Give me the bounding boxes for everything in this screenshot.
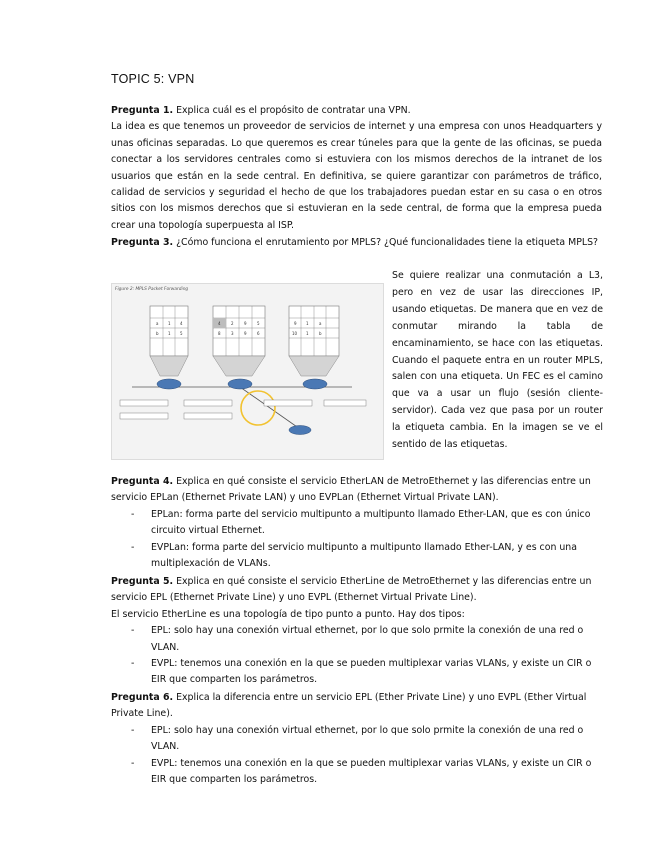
figure-caption: Figure 2: MPLS Packet Forwarding — [115, 287, 189, 292]
question-1-block — [111, 103, 602, 234]
svg-text:1: 1 — [306, 331, 309, 336]
list-item-text: EPL: solo hay una conexión virtual ethernet, por lo que solo prmite la conexión de una red o VLAN. — [151, 625, 584, 653]
svg-text:a: a — [319, 321, 322, 326]
question-6-block — [111, 690, 602, 788]
question-1 — [111, 103, 602, 119]
svg-text:1: 1 — [168, 331, 171, 336]
question-3-label: Pregunta 3. — [111, 237, 174, 248]
svg-text:1: 1 — [306, 321, 309, 326]
answer-3: Se quiere realizar una conmutación a L3, pero en vez de usar las direcciones IP, usando etiquetas. De manera que en vez de conmutar mirando la tabla de encaminamiento, se hace con las etiquetas. Cuando el paquete entra en un router MPLS, salen con una etiqueta. Un FEC es el camino que va a usar un flujo (sesión cliente-servidor). Cada vez que pasa por un router la etiqueta cambia. En la imagen se ve el sentido de las etiquetas. — [392, 270, 603, 451]
svg-text:9: 9 — [244, 331, 247, 336]
label-table-ingress — [150, 306, 188, 376]
answer-5-intro: El servicio EtherLine es una topología de tipo punto a punto. Hay dos tipos: — [111, 608, 465, 620]
question-4-list — [111, 507, 602, 573]
svg-text:3: 3 — [231, 331, 234, 336]
svg-text:9: 9 — [244, 321, 247, 326]
svg-text:4: 4 — [180, 321, 183, 326]
question-1-label: Pregunta 1. — [111, 105, 174, 116]
svg-text:5: 5 — [257, 321, 260, 326]
svg-text:10: 10 — [292, 331, 298, 336]
list-item-text: EVPL: tenemos una conexión en la que se pueden multiplexar varias VLANs, y existe un CIR o EIR que comparten los parámetros. — [151, 757, 592, 786]
label-table-core — [213, 306, 265, 376]
answer-1: La idea es que tenemos un proveedor de servicios de internet y una empresa con unos Headquarters y unas oficinas separadas. Lo que queremos es crear túneles para que la gente de las oficinas, se pueda conectar a los servidores centrales como si estuviera con los mismos derechos de la intranet de los usuarios que están en la sede central. En definitiva, se quiere garantizar con parámetros de tráfico, calidad de servicios y seguridad el hecho de que los trabajadores puedan estar en su casa o en otros sitios con los mismos derechos que si estuvieran en la sede central, de forma que la empresa pueda crear una topología superpuesta al ISP. — [111, 121, 602, 231]
question-4-label: Pregunta 4. — [111, 476, 174, 487]
question-6-text: Explica la diferencia entre un servicio EPL (Ether Private Line) y uno EVPL (Ether Virtual Private Line). — [111, 692, 587, 720]
mpls-diagram — [112, 284, 383, 459]
svg-text:b: b — [319, 331, 322, 336]
svg-text:a: a — [156, 321, 159, 326]
question-5-block — [111, 574, 602, 689]
svg-text:9: 9 — [294, 321, 297, 326]
svg-text:8: 8 — [218, 331, 221, 336]
label-table-egress — [289, 306, 339, 376]
list-item — [111, 723, 602, 756]
question-4-text: Explica en qué consiste el servicio EtherLAN de MetroEthernet y las diferencias entre un servicio EPLan (Ethernet Private LAN) y uno EVPLan (Ethernet Virtual Private LAN). — [111, 476, 591, 504]
list-item-text: EPL: solo hay una conexión virtual ethernet, por lo que solo prmite la conexión de una red o VLAN. — [151, 724, 584, 753]
dash-bullet: - — [131, 625, 135, 637]
svg-text:1: 1 — [168, 321, 171, 326]
list-item — [111, 540, 602, 573]
svg-text:6: 6 — [257, 331, 260, 336]
question-5-text: Explica en qué consiste el servicio EtherLine de MetroEthernet y las diferencias entre un servicio EPL (Ethernet Private Line) y uno EVPL (Ethernet Virtual Private Line). — [111, 576, 592, 604]
question-4 — [111, 474, 602, 507]
list-item-text: EVPLan: forma parte del servicio multipunto a multipunto llamado Ether-LAN, y es con una multiplexación de VLANs. — [151, 541, 577, 570]
question-6-list — [111, 723, 602, 789]
question-3 — [111, 235, 602, 251]
list-item — [111, 756, 602, 789]
svg-text:5: 5 — [180, 331, 183, 336]
question-3-block — [111, 235, 602, 251]
svg-text:b: b — [156, 331, 159, 336]
list-item — [111, 623, 602, 656]
list-item — [111, 507, 602, 540]
question-5 — [111, 574, 602, 607]
dash-bullet: - — [131, 757, 135, 769]
svg-text:4: 4 — [218, 321, 221, 326]
question-1-text: Explica cuál es el propósito de contratar una VPN. — [176, 105, 411, 116]
svg-text:2: 2 — [231, 321, 234, 326]
dash-bullet: - — [131, 508, 135, 520]
page-title: TOPIC 5: VPN — [111, 72, 195, 86]
question-5-list — [111, 623, 602, 689]
question-6-label: Pregunta 6. — [111, 692, 174, 703]
question-3-text: ¿Cómo funciona el enrutamiento por MPLS? ¿Qué funcionalidades tiene la etiqueta MPLS? — [176, 237, 598, 248]
list-item-text: EPLan: forma parte del servicio multipunto a multipunto llamado Ether-LAN, que es con único circuito virtual Ethernet. — [151, 508, 591, 537]
dash-bullet: - — [131, 724, 135, 736]
question-6 — [111, 690, 602, 723]
dash-bullet: - — [131, 658, 135, 670]
list-item-text: EVPL: tenemos una conexión en la que se pueden multiplexar varias VLANs, y existe un CIR o EIR que comparten los parámetros. — [151, 658, 592, 686]
mpls-forwarding-figure — [111, 283, 384, 460]
question-5-label: Pregunta 5. — [111, 576, 174, 587]
question-4-block — [111, 474, 602, 572]
dash-bullet: - — [131, 541, 135, 553]
list-item — [111, 656, 602, 689]
